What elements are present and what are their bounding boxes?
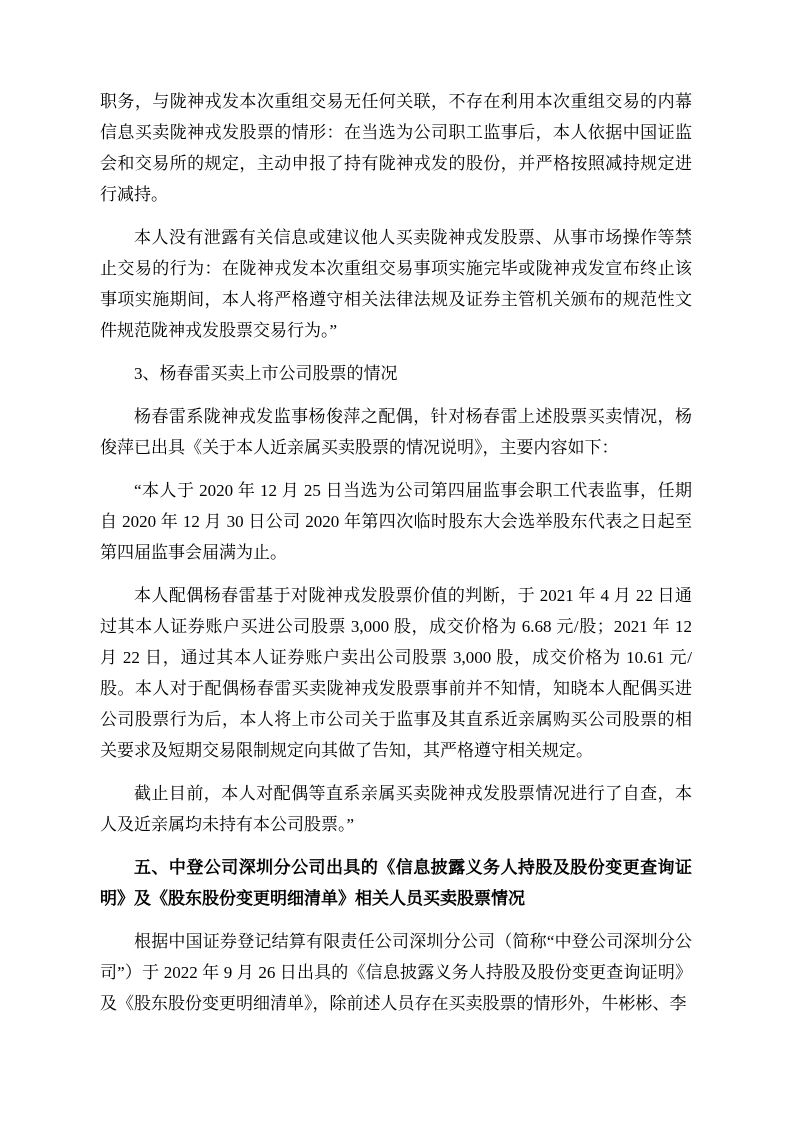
body-paragraph: “本人于 2020 年 12 月 25 日当选为公司第四届监事会职工代表监事，任期自 2020 年 12 月 30 日公司 2020 年第四次临时股东大会选举股东代表之日起至第四届监事会届满为止。 xyxy=(100,481,692,562)
sub-heading-item-3: 3、杨春雷买卖上市公司股票的情况 xyxy=(134,364,398,383)
body-paragraph: 本人没有泄露有关信息或建议他人买卖陇神戎发股票、从事市场操作等禁止交易的行为：在陇神戎发本次重组交易事项实施完毕或陇神戎发宣布终止该事项实施期间，本人将严格遵守相关法律法规及证券主管机关颁布的规范性文件规范陇神戎发股票交易行为。” xyxy=(100,228,692,340)
body-paragraph: 杨春雷系陇神戎发监事杨俊萍之配偶，针对杨春雷上述股票买卖情况，杨俊萍已出具《关于本人近亲属买卖股票的情况说明》，主要内容如下： xyxy=(100,407,692,457)
section-heading-5: 五、中登公司深圳分公司出具的《信息披露义务人持股及股份变更查询证明》及《股东股份变更明细清单》相关人员买卖股票情况 xyxy=(100,858,692,908)
body-paragraph-continuation: 职务，与陇神戎发本次重组交易无任何关联，不存在利用本次重组交易的内幕信息买卖陇神戎发股票的情形：在当选为公司职工监事后，本人依据中国证监会和交易所的规定，主动申报了持有陇神戎发的股份，并严格按照减持规定进行减持。 xyxy=(100,92,692,204)
body-paragraph: 截止目前，本人对配偶等直系亲属买卖陇神戎发股票情况进行了自查，本人及近亲属均未持有本公司股票。” xyxy=(100,784,692,834)
body-paragraph: 根据中国证券登记结算有限责任公司深圳分公司（简称“中登公司深圳分公司”）于 2022 年 9 月 26 日出具的《信息披露义务人持股及股份变更查询证明》及《股东股份变更明细清单》，除前述人员存在买卖股票的情形外，牛彬彬、李 xyxy=(100,932,692,1013)
body-paragraph: 本人配偶杨春雷基于对陇神戎发股票价值的判断，于 2021 年 4 月 22 日通过其本人证券账户买进公司股票 3,000 股，成交价格为 6.68 元/股；2021 年 12 月 22 日，通过其本人证券账户卖出公司股票 3,000 股，成交价格为 10.61 元/股。本人对于配偶杨春雷买卖陇神戎发股票事前并不知情，知晓本人配偶买进公司股票行为后，本人将上市公司关于监事及其直系近亲属购买公司股票的相关要求及短期交易限制规定向其做了告知，其严格遵守相关规定。 xyxy=(100,586,692,760)
